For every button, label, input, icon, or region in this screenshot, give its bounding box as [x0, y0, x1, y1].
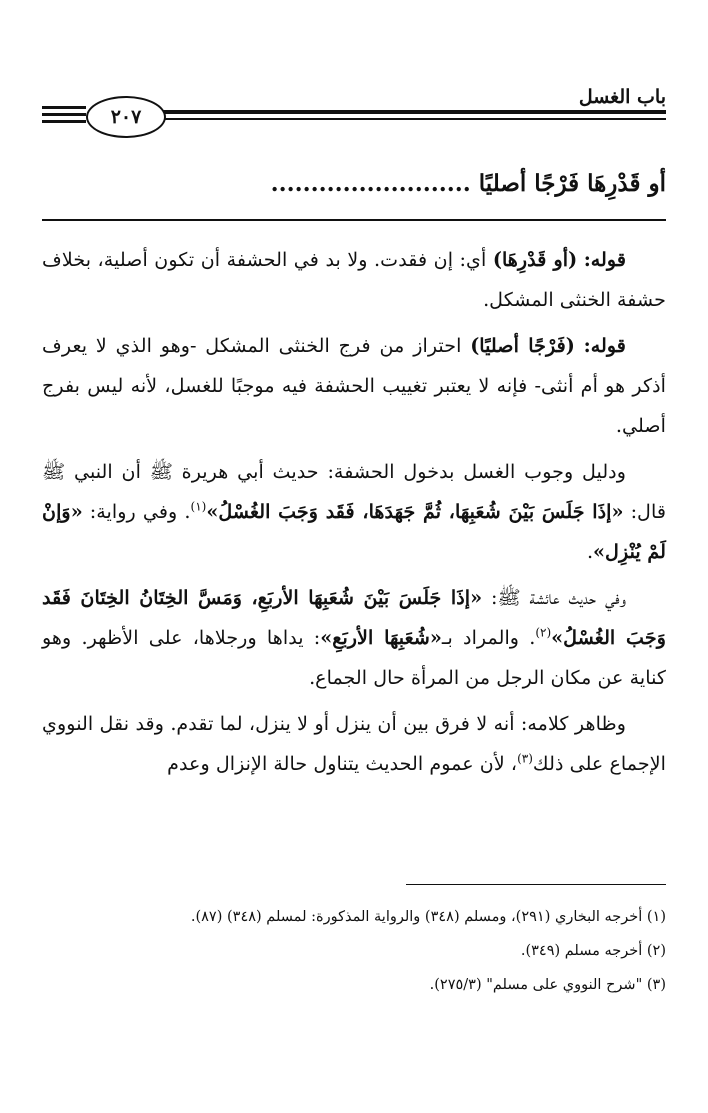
- paragraph-text: .: [586, 540, 594, 563]
- paragraph-4: [42, 578, 666, 698]
- footnote-ref-2: (٢): [535, 625, 552, 640]
- matn-separator: [42, 219, 666, 221]
- paragraph-text: . والمراد بـ: [441, 626, 536, 649]
- header-rule-left-3: [42, 120, 86, 123]
- paragraph-text: أي: إن فقدت. ولا بد في الحشفة أن تكون أصلية، بخلاف حشفة الخنثى المشكل.: [42, 248, 666, 311]
- header-rule-right-thin: [162, 118, 666, 120]
- quoted-matn: (فَرْجًا أصليًا): [470, 334, 575, 357]
- page-number-text: ٢٠٧: [110, 106, 142, 128]
- footnotes: [42, 900, 666, 1002]
- hadith-text: «شُعَبِهَا الأربَعِ»: [320, 626, 442, 649]
- lead-word: قوله:: [583, 334, 626, 357]
- paragraph-text: ، لأن عموم الحديث يتناول حالة الإنزال وعدم: [167, 752, 518, 775]
- footnote-2: (٢) أخرجه مسلم (٣٤٩).: [520, 943, 666, 959]
- paragraph-text: : يداها ورجلاها، على الأظهر. وهو كناية عن مكان الرجل من المرأة حال الجماع.: [42, 626, 666, 689]
- footnote-ref-3: (٣): [517, 751, 533, 766]
- footnote-ref-1: (١): [190, 499, 207, 514]
- paragraph-text: احتراز من فرج الخنثى المشكل -وهو الذي لا يعرف أذكر هو أم أنثى- فإنه لا يعتبر تغييب الحشفة فيه موجبًا للغسل، لأنه ليس بفرج أصلي.: [42, 334, 666, 437]
- hadith-text: «إذَا جَلَسَ بَيْنَ شُعَبِهَا، ثُمَّ جَهَدَهَا، فَقَد وَجَبَ الغُسْلُ»: [206, 500, 624, 523]
- paragraph-text: وظاهر كلامه: أنه لا فرق بين أن ينزل أو لا ينزل، لما تقدم. وقد نقل النووي الإجماع على ذلك: [42, 712, 666, 775]
- commentary: [42, 240, 666, 790]
- footnote-separator: [406, 884, 666, 885]
- header-rule-left-2: [42, 113, 86, 116]
- lead-word: قوله:: [583, 248, 626, 271]
- hadith-text: «وَإنْ لَمْ يُنْزِل»: [42, 500, 666, 563]
- quoted-matn: (أو قَدْرِهَا): [492, 248, 578, 271]
- paragraph-5: [42, 704, 666, 784]
- paragraph-text: ودليل وجوب الغسل بدخول الحشفة: حديث أبي هريرة ﷺ أن النبي ﷺ قال:: [42, 460, 666, 523]
- paragraph-text: . وفي رواية:: [82, 500, 191, 523]
- header-rule-right-thick: [162, 110, 666, 114]
- chapter-title: باب الغسل: [578, 86, 666, 108]
- footnote-1: (١) أخرجه البخاري (٢٩١)، ومسلم (٣٤٨) والرواية المذكورة: لمسلم (٣٤٨) (٨٧).: [190, 909, 666, 925]
- matn-text: أو قَدْرِهَا فَرْجًا أصليًا: [478, 170, 666, 197]
- page-number: [86, 96, 166, 138]
- paragraph-1: [42, 240, 666, 320]
- header-rule-left-1: [42, 106, 86, 109]
- paragraph-2: [42, 326, 666, 446]
- footnote-3: (٣) "شرح النووي على مسلم" (٢٧٥/٣).: [429, 977, 666, 993]
- matn-line: [42, 164, 666, 204]
- matn-leader: .........................: [270, 170, 471, 197]
- paragraph-text: وفي حديث عائشة ﷺ:: [482, 586, 626, 609]
- paragraph-3: [42, 452, 666, 572]
- hadith-text: «إذَا جَلَسَ بَيْنَ شُعَبِهَا الأربَعِ، وَمَسَّ الخِتَانُ الخِتَانَ فَقَد وَجَبَ الغُسْلُ»: [42, 586, 666, 649]
